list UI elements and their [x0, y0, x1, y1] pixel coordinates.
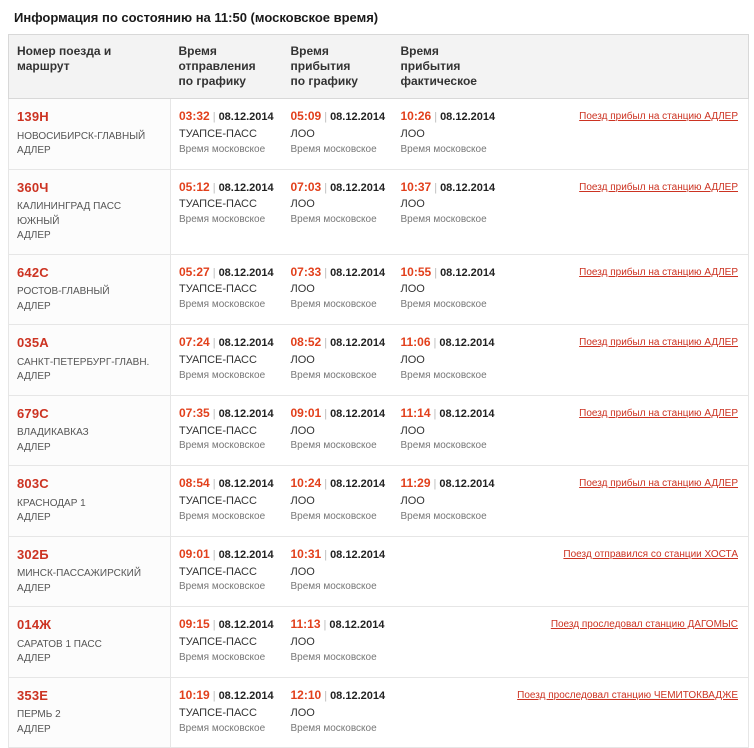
cell-departure — [171, 395, 283, 466]
train-number: 642С — [17, 264, 49, 280]
train-number: 139Н — [17, 109, 49, 124]
train-route-destination: АДЛЕР — [17, 145, 51, 157]
column-header-departure — [171, 35, 283, 99]
separator: | — [324, 407, 328, 420]
status-link[interactable]: Поезд прибыл на станцию АДЛЕР — [579, 478, 738, 490]
separator: | — [212, 407, 216, 420]
separator: | — [212, 337, 216, 350]
table-row — [9, 607, 749, 678]
train-route-origin: НОВОСИБИРСК-ГЛАВНЫЙ — [17, 130, 146, 142]
departure-date: 08.12.2014 — [218, 337, 274, 350]
arrival-scheduled-date: 08.12.2014 — [330, 548, 386, 561]
table-row — [9, 677, 749, 748]
arrival-actual-station: ЛОО — [400, 424, 425, 437]
arrival-scheduled-date: 08.12.2014 — [330, 337, 386, 350]
arrival-scheduled-station: ЛОО — [290, 495, 315, 508]
arrival-actual-empty — [401, 616, 500, 617]
cell-departure — [171, 466, 283, 537]
table-header-row — [9, 35, 749, 99]
departure-timezone: Время московское — [179, 299, 266, 311]
table-row — [9, 395, 749, 466]
cell-arrival-actual — [393, 254, 508, 325]
arrival-scheduled-station: ЛОО — [290, 565, 315, 578]
column-header-departure-line1: Время отправления — [178, 44, 256, 73]
cell-arrival-actual — [393, 99, 508, 170]
arrival-actual-date: 08.12.2014 — [440, 111, 496, 123]
arrival-scheduled-timezone: Время московское — [290, 722, 377, 734]
train-number: 803С — [17, 476, 49, 492]
train-number: 035А — [17, 335, 49, 351]
separator: | — [434, 181, 438, 194]
arrival-scheduled-time: 07:33 — [290, 264, 322, 279]
arrival-scheduled-date: 08.12.2014 — [330, 181, 386, 194]
arrival-scheduled-time: 10:31 — [290, 546, 322, 561]
departure-time: 09:15 — [179, 617, 210, 632]
arrival-actual-timezone: Время московское — [400, 214, 487, 226]
arrival-scheduled-timezone: Время московское — [290, 143, 377, 155]
cell-arrival-actual — [393, 536, 508, 607]
status-link[interactable]: Поезд прибыл на станцию АДЛЕР — [579, 266, 738, 278]
cell-train — [9, 325, 171, 396]
departure-station: ТУАПСЕ-ПАСС — [179, 636, 257, 649]
column-header-arrival-scheduled-line1: Время прибытия — [290, 44, 351, 73]
train-route-origin: РОСТОВ-ГЛАВНЫЙ — [17, 286, 110, 298]
departure-station: ТУАПСЕ-ПАСС — [179, 353, 257, 366]
cell-train — [9, 466, 171, 537]
cell-departure — [171, 325, 283, 396]
arrival-actual-time: 11:29 — [400, 476, 431, 491]
departure-date: 08.12.2014 — [218, 619, 274, 632]
table-row — [9, 325, 749, 396]
separator: | — [324, 181, 328, 194]
train-route-origin: ВЛАДИКАВКАЗ — [17, 427, 89, 439]
arrival-actual-time: 10:26 — [400, 109, 432, 123]
arrival-actual-station: ЛОО — [400, 353, 425, 366]
cell-status — [508, 677, 749, 748]
cell-train — [9, 99, 171, 170]
cell-arrival-scheduled — [283, 536, 393, 607]
departure-time: 05:27 — [179, 264, 210, 279]
separator: | — [324, 478, 328, 491]
departure-time: 08:54 — [179, 476, 210, 491]
column-header-arrival-actual-line2: фактическое — [400, 74, 477, 88]
train-number: 014Ж — [17, 617, 52, 633]
status-link[interactable]: Поезд прибыл на станцию АДЛЕР — [579, 337, 738, 349]
cell-arrival-scheduled — [283, 325, 393, 396]
table-row — [9, 254, 749, 325]
arrival-actual-station: ЛОО — [400, 283, 425, 296]
departure-timezone: Время московское — [179, 143, 266, 155]
arrival-scheduled-date: 08.12.2014 — [330, 407, 386, 420]
arrival-actual-empty — [401, 687, 500, 688]
separator: | — [434, 111, 438, 123]
arrival-scheduled-timezone: Время московское — [290, 440, 377, 452]
train-route-origin: КРАСНОДАР 1 — [17, 497, 86, 509]
train-schedule-table — [8, 34, 749, 748]
arrival-scheduled-time: 12:10 — [290, 687, 322, 702]
cell-arrival-scheduled — [283, 466, 393, 537]
train-route-destination: АДЛЕР — [17, 300, 51, 312]
separator: | — [212, 689, 216, 702]
departure-station: ТУАПСЕ-ПАСС — [179, 565, 257, 578]
arrival-actual-date: 08.12.2014 — [439, 407, 495, 420]
cell-status — [508, 466, 749, 537]
cell-arrival-actual — [393, 677, 508, 748]
table-row — [9, 536, 749, 607]
arrival-actual-date: 08.12.2014 — [439, 337, 495, 350]
status-link[interactable]: Поезд прибыл на станцию АДЛЕР — [579, 181, 738, 193]
status-link[interactable]: Поезд проследовал станцию ЧЕМИТОКВАДЖЕ — [517, 689, 738, 701]
arrival-actual-timezone: Время московское — [400, 299, 487, 311]
separator: | — [212, 111, 216, 123]
departure-time: 03:32 — [179, 109, 210, 123]
cell-status — [508, 99, 749, 170]
table-row — [9, 169, 749, 254]
cell-train — [9, 169, 171, 254]
arrival-scheduled-timezone: Время московское — [290, 214, 377, 226]
arrival-scheduled-timezone: Время московское — [290, 369, 377, 381]
separator: | — [433, 407, 437, 420]
arrival-scheduled-time: 05:09 — [290, 109, 322, 123]
cell-arrival-actual — [393, 169, 508, 254]
cell-train — [9, 607, 171, 678]
arrival-actual-time: 10:55 — [400, 264, 432, 279]
departure-timezone: Время московское — [179, 440, 266, 452]
cell-train — [9, 536, 171, 607]
train-route-destination: АДЛЕР — [17, 723, 51, 735]
arrival-actual-station: ЛОО — [400, 198, 425, 211]
separator: | — [433, 337, 437, 350]
arrival-scheduled-timezone: Время московское — [290, 581, 377, 593]
cell-status — [508, 254, 749, 325]
cell-arrival-actual — [393, 325, 508, 396]
train-number: 353Е — [17, 687, 49, 703]
arrival-scheduled-time: 09:01 — [290, 405, 322, 420]
cell-status — [508, 607, 749, 678]
cell-train — [9, 677, 171, 748]
table-body — [9, 99, 749, 748]
cell-arrival-scheduled — [283, 254, 393, 325]
departure-station: ТУАПСЕ-ПАСС — [179, 495, 257, 508]
cell-arrival-scheduled — [283, 99, 393, 170]
arrival-actual-time: 10:37 — [400, 179, 432, 194]
separator: | — [433, 478, 437, 491]
arrival-scheduled-station: ЛОО — [290, 127, 315, 140]
column-header-departure-line2: по графику — [178, 74, 246, 88]
departure-timezone: Время московское — [179, 652, 266, 664]
arrival-scheduled-time: 11:13 — [290, 617, 321, 632]
arrival-scheduled-date: 08.12.2014 — [330, 689, 386, 702]
status-link[interactable]: Поезд отправился со станции ХОСТА — [563, 548, 738, 560]
separator: | — [212, 266, 216, 279]
train-route-destination: АДЛЕР — [17, 653, 51, 665]
separator: | — [324, 111, 328, 123]
arrival-scheduled-station: ЛОО — [290, 198, 315, 211]
status-link[interactable]: Поезд прибыл на станцию АДЛЕР — [579, 111, 738, 122]
cell-arrival-scheduled — [283, 677, 393, 748]
train-route-origin: ПЕРМЬ 2 — [17, 709, 61, 721]
cell-status — [508, 395, 749, 466]
departure-station: ТУАПСЕ-ПАСС — [179, 127, 257, 140]
departure-date: 08.12.2014 — [218, 478, 274, 491]
cell-status — [508, 325, 749, 396]
departure-timezone: Время московское — [179, 722, 266, 734]
arrival-scheduled-date: 08.12.2014 — [329, 619, 385, 632]
cell-arrival-scheduled — [283, 607, 393, 678]
cell-departure — [171, 677, 283, 748]
cell-departure — [171, 607, 283, 678]
separator: | — [212, 478, 216, 491]
train-route-origin: САНКТ-ПЕТЕРБУРГ-ГЛАВН. — [17, 356, 150, 368]
cell-arrival-actual — [393, 607, 508, 678]
arrival-scheduled-date: 08.12.2014 — [330, 111, 386, 123]
arrival-scheduled-timezone: Время московское — [290, 510, 377, 522]
arrival-scheduled-station: ЛОО — [290, 283, 315, 296]
separator: | — [324, 337, 328, 350]
arrival-scheduled-timezone: Время московское — [290, 299, 377, 311]
departure-date: 08.12.2014 — [218, 407, 274, 420]
status-link[interactable]: Поезд прибыл на станцию АДЛЕР — [579, 407, 738, 419]
departure-time: 09:01 — [179, 546, 210, 561]
departure-station: ТУАПСЕ-ПАСС — [179, 198, 257, 211]
departure-date: 08.12.2014 — [218, 689, 274, 702]
cell-arrival-scheduled — [283, 395, 393, 466]
separator: | — [212, 619, 216, 632]
arrival-actual-empty — [401, 546, 500, 547]
train-route-origin: САРАТОВ 1 ПАСС — [17, 638, 102, 650]
train-number: 360Ч — [17, 179, 49, 195]
cell-train — [9, 254, 171, 325]
train-route-destination: АДЛЕР — [17, 230, 51, 242]
status-link[interactable]: Поезд проследовал станцию ДАГОМЫС — [550, 619, 738, 631]
separator: | — [324, 548, 328, 561]
arrival-actual-time: 11:14 — [400, 405, 431, 420]
departure-timezone: Время московское — [179, 369, 266, 381]
arrival-actual-date: 08.12.2014 — [440, 181, 496, 194]
departure-time: 07:35 — [179, 405, 210, 420]
column-header-train-line1: Номер поезда и маршрут — [17, 44, 112, 73]
departure-station: ТУАПСЕ-ПАСС — [179, 424, 257, 437]
arrival-scheduled-time: 10:24 — [290, 476, 322, 491]
departure-date: 08.12.2014 — [218, 266, 274, 279]
column-header-train — [9, 35, 171, 99]
arrival-actual-station: ЛОО — [400, 495, 425, 508]
cell-departure — [171, 254, 283, 325]
arrival-scheduled-time: 08:52 — [290, 335, 322, 350]
arrival-actual-date: 08.12.2014 — [440, 266, 496, 279]
column-header-arrival-scheduled — [283, 35, 393, 99]
cell-departure — [171, 99, 283, 170]
arrival-scheduled-station: ЛОО — [290, 353, 315, 366]
arrival-actual-station: ЛОО — [400, 127, 425, 140]
cell-train — [9, 395, 171, 466]
page-title: Информация по состоянию на 11:50 (московское время) — [14, 10, 379, 25]
cell-arrival-actual — [393, 395, 508, 466]
arrival-scheduled-timezone: Время московское — [290, 652, 377, 664]
separator: | — [324, 689, 328, 702]
cell-departure — [171, 169, 283, 254]
arrival-actual-time: 11:06 — [400, 335, 431, 350]
column-header-status — [508, 35, 749, 99]
train-number: 302Б — [17, 546, 49, 562]
cell-arrival-scheduled — [283, 169, 393, 254]
train-route-origin: МИНСК-ПАССАЖИРСКИЙ — [17, 568, 142, 580]
arrival-scheduled-station: ЛОО — [290, 706, 315, 719]
column-header-arrival-actual — [393, 35, 508, 99]
table-row — [9, 99, 749, 170]
table-row — [9, 466, 749, 537]
departure-time: 07:24 — [179, 335, 210, 350]
arrival-scheduled-station: ЛОО — [290, 636, 315, 649]
departure-timezone: Время московское — [179, 510, 266, 522]
arrival-scheduled-date: 08.12.2014 — [330, 478, 386, 491]
arrival-scheduled-station: ЛОО — [290, 424, 315, 437]
column-header-arrival-actual-line1: Время прибытия — [400, 44, 461, 73]
separator: | — [212, 181, 216, 194]
departure-station: ТУАПСЕ-ПАСС — [179, 706, 257, 719]
departure-time: 05:12 — [179, 179, 210, 194]
departure-date: 08.12.2014 — [218, 181, 274, 194]
departure-date: 08.12.2014 — [218, 548, 274, 561]
arrival-scheduled-date: 08.12.2014 — [330, 266, 386, 279]
separator: | — [434, 266, 438, 279]
departure-time: 10:19 — [179, 687, 210, 702]
arrival-actual-timezone: Время московское — [400, 143, 487, 155]
train-route-destination: АДЛЕР — [17, 371, 51, 383]
column-header-arrival-scheduled-line2: по графику — [290, 74, 358, 88]
departure-station: ТУАПСЕ-ПАСС — [179, 283, 257, 296]
arrival-actual-timezone: Время московское — [400, 440, 487, 452]
train-route-origin: КАЛИНИНГРАД ПАСС ЮЖНЫЙ — [17, 201, 122, 227]
departure-timezone: Время московское — [179, 214, 266, 226]
arrival-scheduled-time: 07:03 — [290, 179, 322, 194]
separator: | — [324, 266, 328, 279]
separator: | — [212, 548, 216, 561]
arrival-actual-timezone: Время московское — [400, 369, 487, 381]
cell-arrival-actual — [393, 466, 508, 537]
arrival-actual-date: 08.12.2014 — [439, 478, 495, 491]
cell-status — [508, 169, 749, 254]
departure-date: 08.12.2014 — [218, 111, 274, 123]
train-number: 679С — [17, 405, 49, 421]
train-route-destination: АДЛЕР — [17, 441, 51, 453]
arrival-actual-timezone: Время московское — [400, 510, 487, 522]
cell-departure — [171, 536, 283, 607]
separator: | — [323, 619, 327, 632]
train-route-destination: АДЛЕР — [17, 512, 51, 524]
train-route-destination: АДЛЕР — [17, 582, 51, 594]
departure-timezone: Время московское — [179, 581, 266, 593]
cell-status — [508, 536, 749, 607]
